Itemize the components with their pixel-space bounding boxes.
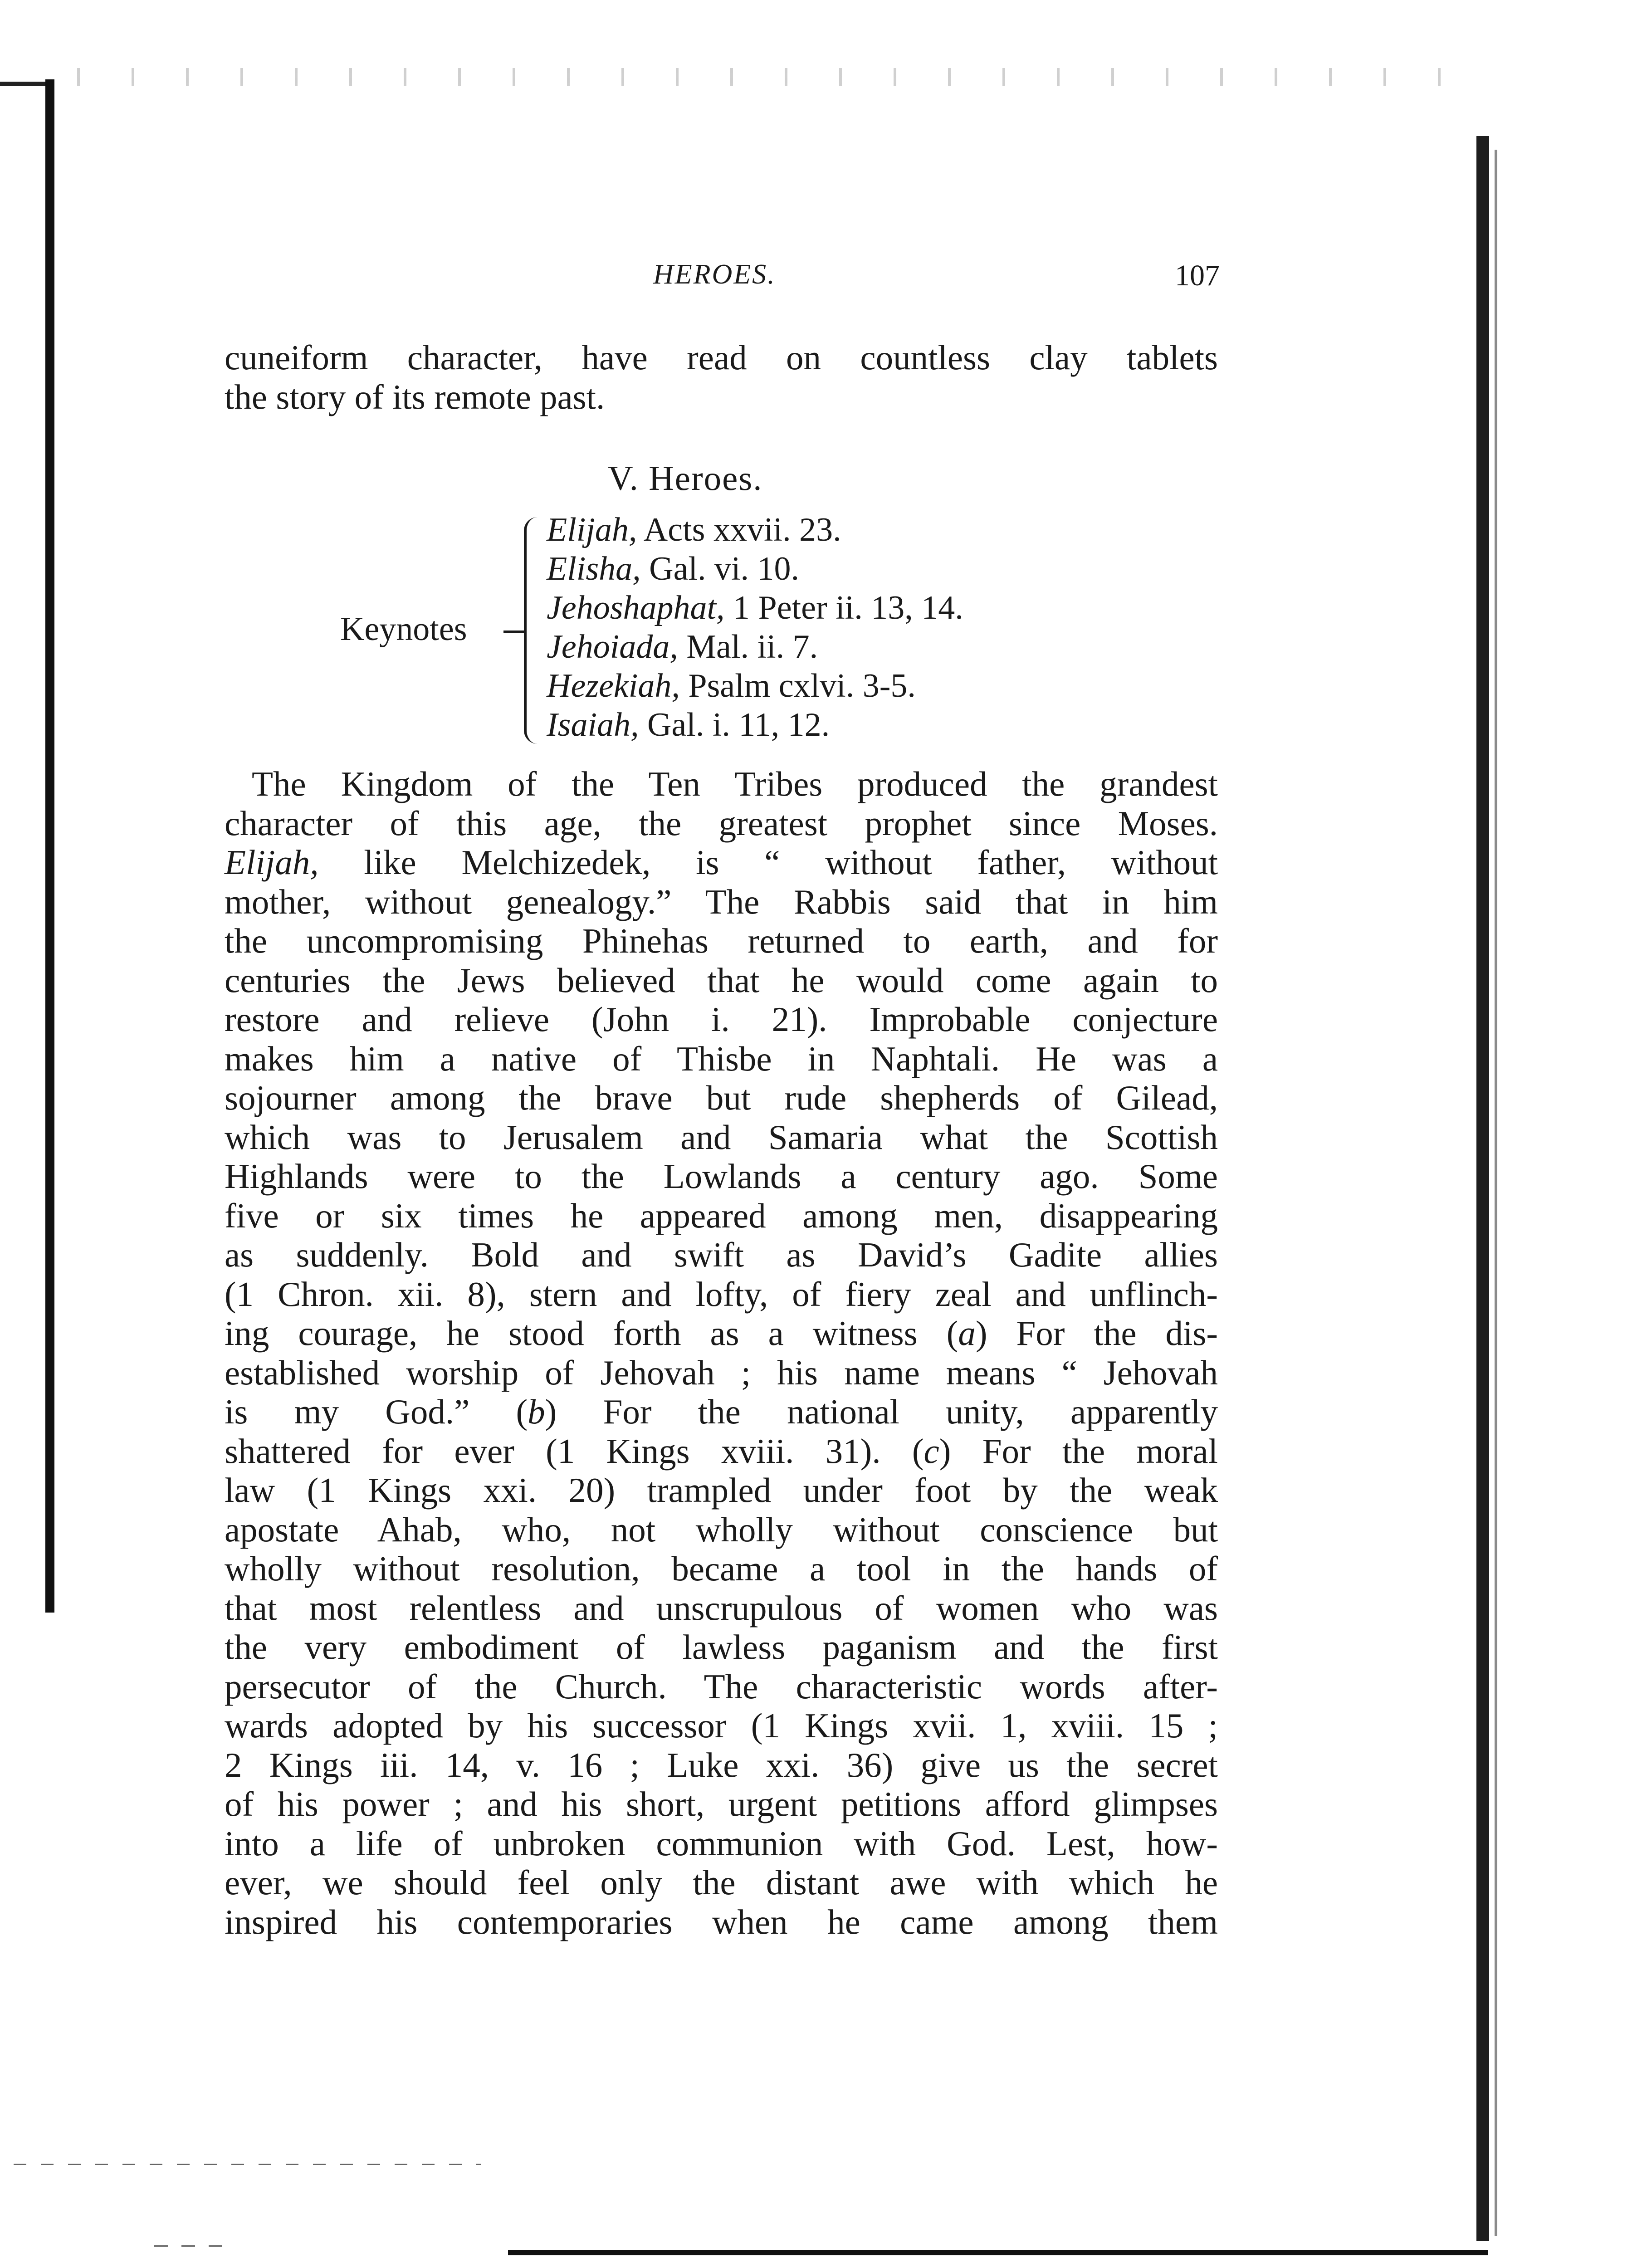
keynote-item xyxy=(547,549,963,588)
scan-dashed-artifact xyxy=(14,2164,481,2165)
text-line: wholly without resolution, became a tool in the hands of xyxy=(225,1549,1218,1588)
text-line xyxy=(225,1314,1218,1353)
text-line xyxy=(225,1392,1218,1432)
text-line: (1 Chron. xii. 8), stern and lofty, of fiery zeal and unflinch- xyxy=(225,1274,1218,1314)
text-line: sojourner among the brave but rude shepherds of Gilead, xyxy=(225,1078,1218,1117)
text-span: ) For the national unity, apparently xyxy=(545,1392,1218,1431)
text-line: centuries the Jews believed that he would come again to xyxy=(225,960,1218,1000)
keynotes-list xyxy=(547,510,963,744)
keynote-name: Jehoshaphat, xyxy=(547,589,725,626)
page-number: 107 xyxy=(1175,259,1220,292)
text-line: the very embodiment of lawless paganism and the first xyxy=(225,1628,1218,1667)
text-span: shattered for ever (1 Kings xviii. 31). ( xyxy=(225,1431,924,1471)
keynote-item xyxy=(547,666,963,705)
intro-paragraph xyxy=(225,338,1218,416)
keynote-item xyxy=(547,588,963,627)
italic-letter: a xyxy=(958,1314,976,1353)
text-line: established worship of Jehovah ; his name means “ Jehovah xyxy=(225,1353,1218,1392)
keynote-name: Hezekiah, xyxy=(547,667,680,704)
keynote-reference: Acts xxvii. 23. xyxy=(637,511,841,548)
text-line: inspired his contemporaries when he came among them xyxy=(225,1902,1218,1941)
keynotes-brace xyxy=(524,517,543,744)
section-heading: V. Heroes. xyxy=(608,459,763,498)
keynote-name: Elisha, xyxy=(547,550,641,587)
text-span: ing courage, he stood forth as a witness ( xyxy=(225,1314,958,1353)
text-line: apostate Ahab, who, not wholly without conscience but xyxy=(225,1510,1218,1549)
italic-name: Elijah, xyxy=(225,843,319,882)
text-line xyxy=(225,1432,1218,1471)
keynote-item xyxy=(547,705,963,744)
brace-tip xyxy=(503,631,524,633)
text-line: ever, we should feel only the distant awe with which he xyxy=(225,1863,1218,1902)
keynote-reference: Gal. vi. 10. xyxy=(640,550,800,587)
text-line: into a life of unbroken communion with God. Lest, how- xyxy=(225,1823,1218,1863)
text-line: the story of its remote past. xyxy=(225,377,605,416)
text-span: like Melchizedek, is “ without father, without xyxy=(318,843,1218,882)
italic-letter: b xyxy=(528,1392,545,1431)
text-line: restore and relieve (John i. 21). Improbable conjecture xyxy=(225,1000,1218,1039)
text-line: mother, without genealogy.” The Rabbis said that in him xyxy=(225,882,1218,921)
scan-bottom-edge-line xyxy=(508,2250,1488,2255)
keynote-item xyxy=(547,627,963,666)
text-line: five or six times he appeared among men, disappearing xyxy=(225,1196,1218,1235)
text-line: The Kingdom of the Ten Tribes produced the grandest xyxy=(252,764,1218,803)
text-line: cuneiform character, have read on countless clay tablets xyxy=(225,338,1218,377)
text-line: persecutor of the Church. The characteristic words after- xyxy=(225,1667,1218,1706)
text-line: wards adopted by his successor (1 Kings xvii. 1, xviii. 15 ; xyxy=(225,1706,1218,1745)
scan-right-page-edge xyxy=(1476,136,1489,2241)
text-line xyxy=(225,843,1218,882)
keynote-item xyxy=(547,510,963,549)
text-line: character of this age, the greatest prophet since Moses. xyxy=(225,803,1218,843)
text-span: ) For the moral xyxy=(939,1431,1218,1471)
text-span: ) For the dis- xyxy=(975,1314,1218,1353)
italic-letter: c xyxy=(924,1431,939,1471)
keynote-name: Jehoiada, xyxy=(547,628,678,665)
keynote-name: Elijah, xyxy=(547,511,637,548)
scan-speckle xyxy=(59,68,1488,86)
keynote-name: Isaiah, xyxy=(547,706,639,743)
keynote-reference: Psalm cxlvi. 3-5. xyxy=(679,667,916,704)
main-paragraph xyxy=(225,764,1218,1941)
running-head: HEROES. xyxy=(653,259,776,290)
text-line: the uncompromising Phinehas returned to earth, and for xyxy=(225,921,1218,960)
scan-left-binding-line xyxy=(45,79,54,1613)
text-span: is my God.” ( xyxy=(225,1392,528,1431)
text-line: that most relentless and unscrupulous of women who was xyxy=(225,1588,1218,1628)
scan-right-page-edge-shadow xyxy=(1495,150,1497,2236)
text-line: makes him a native of Thisbe in Naphtali. He was a xyxy=(225,1039,1218,1078)
keynotes-label: Keynotes xyxy=(340,611,467,648)
text-line: law (1 Kings xxi. 20) trampled under foot by the weak xyxy=(225,1471,1218,1510)
keynote-reference: Mal. ii. 7. xyxy=(678,628,818,665)
text-line: which was to Jerusalem and Samaria what the Scottish xyxy=(225,1117,1218,1157)
text-line: 2 Kings iii. 14, v. 16 ; Luke xxi. 36) give us the secret xyxy=(225,1745,1218,1784)
text-line: Highlands were to the Lowlands a century ago. Some xyxy=(225,1157,1218,1196)
keynote-reference: 1 Peter ii. 13, 14. xyxy=(724,589,963,626)
keynote-reference: Gal. i. 11, 12. xyxy=(639,706,830,743)
text-line: as suddenly. Bold and swift as David’s Gadite allies xyxy=(225,1235,1218,1274)
scan-dashed-artifact xyxy=(154,2245,236,2247)
text-line: of his power ; and his short, urgent petitions afford glimpses xyxy=(225,1784,1218,1823)
